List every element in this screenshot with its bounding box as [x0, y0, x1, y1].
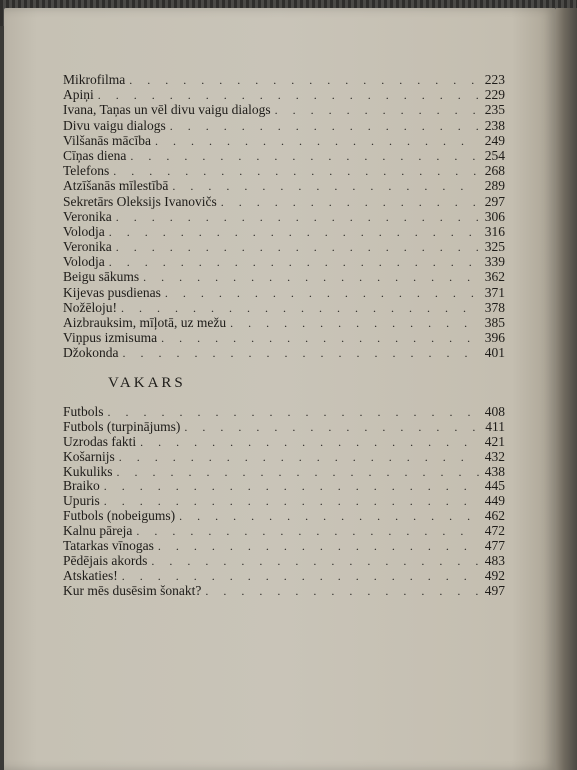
toc-entry-page-number: 483 — [484, 552, 505, 568]
toc-leader-dots — [119, 450, 479, 465]
toc-entry-title: Volodja — [63, 223, 105, 239]
toc-entry — [63, 539, 505, 554]
toc-entry-title: Veronika — [63, 208, 112, 224]
toc-entry-page-number: 316 — [484, 223, 505, 239]
toc-entry — [63, 330, 505, 345]
toc-entry — [63, 163, 505, 178]
toc-leader-dots — [109, 225, 479, 240]
toc-entry-page-number: 289 — [484, 178, 505, 194]
toc-entry — [63, 584, 505, 599]
toc-entry — [63, 450, 505, 465]
toc-entry-title: Futbols (nobeigums) — [63, 508, 176, 524]
toc-leader-dots — [221, 195, 479, 210]
toc-entry — [63, 178, 505, 193]
toc-leader-dots — [140, 435, 479, 450]
toc-entry-title: Futbols (turpinājums) — [63, 418, 181, 434]
toc-entry-title: Sekretārs Oleksijs Ivanovičs — [63, 193, 217, 209]
toc-entry-title: Telefons — [63, 163, 110, 179]
toc-entry-page-number: 497 — [484, 582, 505, 598]
toc-entry — [63, 405, 505, 420]
toc-entry-page-number: 385 — [484, 315, 505, 330]
toc-entry-page-number: 268 — [484, 163, 505, 179]
toc-leader-dots — [122, 346, 479, 361]
toc-entry — [63, 118, 505, 133]
toc-entry-title: Kur mēs dusēsim šonakt? — [63, 582, 202, 598]
toc-entry — [63, 435, 505, 450]
toc-entry-page-number: 306 — [484, 208, 505, 224]
toc-entry-page-number: 472 — [484, 523, 505, 539]
toc-entry-page-number: 408 — [484, 404, 505, 419]
toc-leader-dots — [108, 405, 479, 420]
toc-entry-page-number: 438 — [484, 463, 505, 479]
toc-leader-dots — [130, 149, 479, 164]
toc-entry-title: Džokonda — [63, 345, 119, 361]
toc-entry-title: Mikrofilma — [63, 72, 126, 87]
toc-entry-page-number: 477 — [484, 538, 505, 554]
toc-entry-title: Beigu sākums — [63, 269, 140, 285]
toc-leader-dots — [129, 73, 479, 88]
toc-entry-page-number: 238 — [484, 117, 505, 133]
toc-entry — [63, 420, 505, 435]
toc-leader-dots — [165, 286, 479, 301]
toc-leader-dots — [143, 270, 479, 285]
toc-entry — [63, 345, 505, 360]
toc-entry — [63, 479, 505, 494]
toc-entry-title: Nožēloju! — [63, 299, 117, 315]
toc-entry-title: Košarnijs — [63, 448, 115, 464]
toc-entry — [63, 148, 505, 163]
toc-leader-dots — [205, 584, 479, 599]
toc-entry-page-number: 371 — [484, 284, 505, 300]
toc-entry — [63, 509, 505, 524]
toc-entry — [63, 569, 505, 584]
toc-entry — [63, 87, 505, 102]
toc-leader-dots — [172, 179, 479, 194]
toc-entry-page-number: 297 — [484, 193, 505, 209]
toc-entry — [63, 494, 505, 509]
toc-entry-page-number: 492 — [484, 567, 505, 583]
toc-entry-page-number: 229 — [484, 87, 505, 103]
toc-entry-page-number: 449 — [484, 493, 505, 509]
toc-entry-title: Divu vaigu dialogs — [63, 117, 166, 133]
toc-entry-title: Volodja — [63, 254, 105, 270]
toc-entry-page-number: 378 — [484, 299, 505, 315]
toc-leader-dots — [109, 255, 479, 270]
toc-entry-title: Kalnu pāreja — [63, 523, 133, 539]
toc-leader-dots — [184, 420, 479, 435]
toc-entry — [63, 524, 505, 539]
toc-entry-title: Kijevas pusdienas — [63, 284, 161, 300]
toc-entry — [63, 72, 505, 87]
toc-leader-dots — [116, 240, 479, 255]
toc-leader-dots — [116, 210, 479, 225]
toc-entry-title: Apiņi — [63, 87, 94, 103]
toc-entry-title: Uzrodas fakti — [63, 433, 137, 449]
toc-entry-page-number: 325 — [484, 239, 505, 255]
toc-leader-dots — [158, 539, 479, 554]
table-of-contents-part-2 — [63, 405, 505, 599]
toc-entry-page-number: 235 — [484, 102, 505, 118]
toc-leader-dots — [122, 569, 479, 584]
toc-entry — [63, 254, 505, 269]
toc-entry-page-number: 432 — [484, 448, 505, 464]
toc-entry-page-number: 396 — [484, 330, 505, 346]
toc-entry-page-number: 223 — [484, 72, 505, 87]
toc-leader-dots — [170, 119, 479, 134]
toc-entry-title: Ivana, Taņas un vēl divu vaigu dialogs — [63, 102, 271, 118]
toc-entry — [63, 209, 505, 224]
toc-entry-page-number: 249 — [484, 132, 505, 148]
toc-leader-dots — [113, 164, 479, 179]
toc-entry-title: Aizbrauksim, mīļotā, uz mežu — [63, 315, 227, 330]
section-heading: VAKARS — [108, 375, 186, 391]
toc-leader-dots — [151, 554, 479, 569]
toc-entry — [63, 315, 505, 330]
toc-entry — [63, 239, 505, 254]
toc-leader-dots — [121, 301, 479, 316]
toc-entry-page-number: 254 — [484, 147, 505, 163]
toc-entry-title: Vilšanās mācība — [63, 132, 152, 148]
table-of-contents-part-1 — [63, 72, 505, 361]
book-page-edge — [556, 8, 577, 770]
toc-entry-page-number: 362 — [484, 269, 505, 285]
toc-entry — [63, 269, 505, 284]
toc-entry-title: Atskaties! — [63, 567, 118, 583]
toc-leader-dots — [275, 103, 479, 118]
toc-entry-title: Veronika — [63, 239, 112, 255]
toc-entry-page-number: 445 — [484, 478, 505, 494]
toc-entry-page-number: 462 — [484, 508, 505, 524]
toc-leader-dots — [179, 509, 479, 524]
toc-entry-page-number: 339 — [484, 254, 505, 270]
toc-entry — [63, 133, 505, 148]
toc-leader-dots — [98, 88, 479, 103]
toc-entry-title: Viņpus izmisuma — [63, 330, 158, 346]
toc-entry-page-number: 401 — [484, 345, 505, 361]
toc-entry-title: Atzīšanās mīlestībā — [63, 178, 169, 194]
toc-entry-title: Braiko — [63, 478, 100, 494]
toc-entry-title: Kukuliks — [63, 463, 113, 479]
toc-entry — [63, 285, 505, 300]
toc-entry-title: Upuris — [63, 493, 100, 509]
toc-leader-dots — [161, 331, 479, 346]
toc-entry-title: Pēdējais akords — [63, 552, 148, 568]
toc-entry-page-number: 411 — [485, 418, 505, 434]
toc-entry — [63, 465, 505, 480]
toc-entry — [63, 300, 505, 315]
toc-entry — [63, 102, 505, 117]
toc-entry — [63, 194, 505, 209]
toc-entry-title: Futbols — [63, 404, 104, 419]
toc-leader-dots — [155, 134, 479, 149]
toc-leader-dots — [117, 465, 479, 480]
toc-entry-page-number: 421 — [484, 433, 505, 449]
toc-leader-dots — [104, 479, 479, 494]
toc-leader-dots — [230, 316, 479, 331]
toc-entry-title: Cīņas diena — [63, 147, 127, 163]
toc-entry — [63, 224, 505, 239]
toc-entry — [63, 554, 505, 569]
toc-leader-dots — [136, 524, 479, 539]
toc-entry-title: Tatarkas vīnogas — [63, 538, 154, 554]
toc-leader-dots — [104, 494, 479, 509]
